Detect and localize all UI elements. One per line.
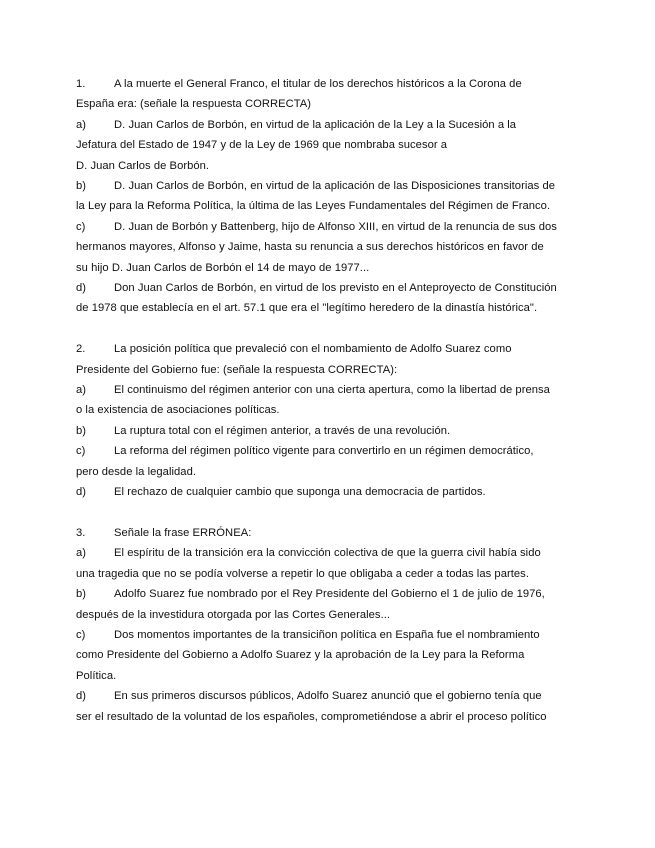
question-2 xyxy=(76,339,595,502)
option-label: a) xyxy=(76,384,87,397)
option-a-line: a) El espíritu de la transición era la convicción colectiva de que la guerra civil había sido xyxy=(76,543,595,563)
option-label: b) xyxy=(76,180,87,193)
option-a-line: a) D. Juan Carlos de Borbón, en virtud de la aplicación de la Ley a la Sucesión a la xyxy=(76,115,595,135)
question-number: 2. xyxy=(76,343,86,356)
option-a-line: o la existencia de asociaciones políticas. xyxy=(76,404,280,417)
option-c-line: c) D. Juan de Borbón y Battenberg, hijo de Alfonso XIII, en virtud de la renuncia de sus dos xyxy=(76,217,595,237)
option-b-line: b) D. Juan Carlos de Borbón, en virtud de la aplicación de las Disposiciones transitorias de xyxy=(76,176,595,196)
option-label: b) xyxy=(76,424,87,437)
option-c-line: hermanos mayores, Alfonso y Jaime, hasta su renuncia a sus derechos históricos en favor de xyxy=(76,241,544,254)
option-c-line: su hijo D. Juan Carlos de Borbón el 14 de mayo de 1977... xyxy=(76,261,370,274)
option-a-line: D. Juan Carlos de Borbón. xyxy=(76,159,210,172)
option-d-line: d) En sus primeros discursos públicos, Adolfo Suarez anunció que el gobierno tenía que xyxy=(76,686,595,706)
option-c-line: Política. xyxy=(76,669,117,682)
option-d-line: d) El rechazo de cualquier cambio que suponga una democracia de partidos. xyxy=(76,482,595,502)
option-c-line: c) Dos momentos importantes de la transiciñon política en España fue el nombramiento xyxy=(76,625,595,645)
option-d-line: de 1978 que establecía en el art. 57.1 que era el "legítimo heredero de la dinastía histórica". xyxy=(76,302,538,315)
option-b-line: la Ley para la Reforma Política, la última de las Leyes Fundamentales del Régimen de Franco. xyxy=(76,200,551,213)
option-b-line: b) La ruptura total con el régimen anterior, a través de una revolución. xyxy=(76,421,595,441)
option-label: c) xyxy=(76,628,86,641)
option-b-line: b) Adolfo Suarez fue nombrado por el Rey Presidente del Gobierno el 1 de julio de 1976, xyxy=(76,584,595,604)
option-d-line: d) Don Juan Carlos de Borbón, en virtud de los previsto en el Anteproyecto de Constitución xyxy=(76,278,595,298)
question-stem-line: Presidente del Gobierno fue: (señale la respuesta CORRECTA): xyxy=(76,363,398,376)
question-stem-line: 3. Señale la frase ERRÓNEA: xyxy=(76,523,595,543)
option-label: a) xyxy=(76,547,87,560)
option-c-line: pero desde la legalidad. xyxy=(76,465,197,478)
option-label: c) xyxy=(76,445,86,458)
question-number: 3. xyxy=(76,526,86,539)
option-label: d) xyxy=(76,690,87,703)
option-label: a) xyxy=(76,118,87,131)
question-stem-line: 1. A la muerte el General Franco, el titular de los derechos históricos a la Corona de xyxy=(76,74,595,94)
option-label: d) xyxy=(76,486,87,499)
question-stem-line: España era: (señale la respuesta CORRECTA) xyxy=(76,98,312,111)
option-a-line: una tragedia que no se podía volverse a repetir lo que obligaba a ceder a todas las partes. xyxy=(76,567,529,580)
question-stem-line: 2. La posición política que prevaleció con el nombamiento de Adolfo Suarez como xyxy=(76,339,595,359)
question-number: 1. xyxy=(76,78,86,90)
option-b-line: después de la investidura otorgada por las Cortes Generales... xyxy=(76,608,391,621)
option-a-line: Jefatura del Estado de 1947 y de la Ley de 1969 que nombraba sucesor a xyxy=(76,139,448,152)
option-d-line: ser el resultado de la voluntad de los españoles, comprometiéndose a abrir el proceso político xyxy=(76,710,547,723)
option-label: c) xyxy=(76,220,86,233)
option-c-line: c) La reforma del régimen político vigente para convertirlo en un régimen democrático, xyxy=(76,441,595,461)
option-a-line: a) El continuismo del régimen anterior con una cierta apertura, como la libertad de prensa xyxy=(76,380,595,400)
option-c-line: como Presidente del Gobierno a Adolfo Suarez y la aprobación de la Ley para la Reforma xyxy=(76,649,525,662)
question-1 xyxy=(76,74,595,319)
option-label: b) xyxy=(76,588,87,601)
question-3 xyxy=(76,523,595,727)
option-label: d) xyxy=(76,282,87,295)
